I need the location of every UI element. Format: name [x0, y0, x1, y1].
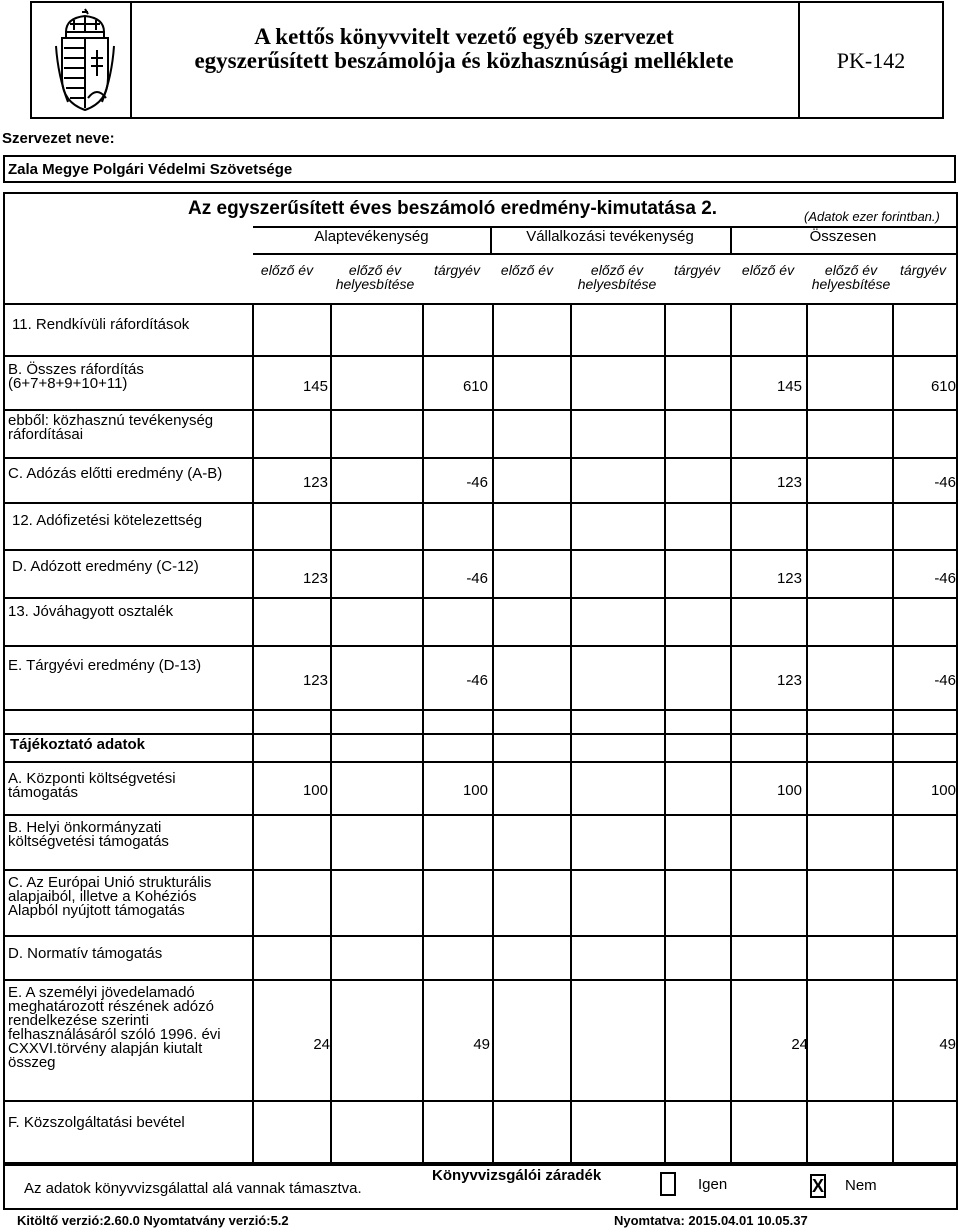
- row-line: [3, 709, 958, 711]
- cell-total-curr[interactable]: -46: [934, 570, 956, 587]
- cell-curr[interactable]: 100: [462, 782, 488, 799]
- row-line: [3, 409, 958, 411]
- col-line: [422, 761, 424, 1164]
- cell-total-curr[interactable]: -46: [934, 672, 956, 689]
- footer-print-date: Nyomtatva: 2015.04.01 10.05.37: [614, 1213, 808, 1228]
- col-line: [730, 761, 732, 1164]
- col-header-corr: előző év: [348, 262, 402, 278]
- row-line: [3, 597, 958, 599]
- org-name-label: Szervezet neve:: [2, 130, 115, 147]
- col-line: [422, 303, 424, 761]
- cell-curr[interactable]: 610: [462, 378, 488, 395]
- col-line: [252, 303, 254, 761]
- cell-total-prev[interactable]: 24: [791, 1036, 808, 1053]
- form-code: PK-142: [836, 48, 906, 73]
- col-header-prev: előző év: [500, 262, 554, 278]
- row-line: [3, 733, 958, 735]
- row-line: [3, 1100, 958, 1102]
- audit-no-checkbox[interactable]: [810, 1174, 826, 1198]
- col-line: [330, 761, 332, 1164]
- col-header-corr: helyesbítése: [577, 276, 657, 292]
- cell-curr[interactable]: 49: [473, 1036, 490, 1053]
- row-label: E. Tárgyévi eredmény (D-13): [8, 657, 202, 674]
- cell-curr[interactable]: -46: [466, 570, 488, 587]
- org-name-value: Zala Megye Polgári Védelmi Szövetsége: [8, 161, 293, 178]
- col-header-corr: helyesbítése: [811, 276, 891, 292]
- cell-total-prev[interactable]: 123: [776, 570, 802, 587]
- col-line: [492, 761, 494, 1164]
- coat-of-arms-logo: [52, 6, 118, 114]
- row-line: [3, 869, 958, 871]
- col-line: [330, 303, 332, 761]
- info-row-label: E. A személyi jövedelamadó meghatározott részének adózó rendelkezése szerinti felhasználásáról szóló 1996. évi CXXVI.törvény alapján kiutalt összeg: [8, 984, 221, 1071]
- form-title-line1: A kettős könyvvitelt vezető egyéb szervezet: [254, 24, 674, 49]
- info-row-label: D. Normatív támogatás: [8, 945, 163, 962]
- col-header-curr: tárgyév: [900, 262, 946, 278]
- check-mark-icon: X: [812, 1176, 825, 1196]
- col-header-corr: helyesbítése: [335, 276, 415, 292]
- audit-yes-checkbox[interactable]: [660, 1172, 676, 1196]
- cell-total-prev[interactable]: 100: [776, 782, 802, 799]
- row-label: ebből: közhasznú tevékenység ráfordításai: [8, 412, 214, 443]
- col-header-curr: tárgyév: [434, 262, 480, 278]
- row-line: [3, 979, 958, 981]
- row-line: [3, 355, 958, 357]
- cell-prev[interactable]: 145: [302, 378, 328, 395]
- cell-total-curr[interactable]: 610: [930, 378, 956, 395]
- row-label: B. Összes ráfordítás (6+7+8+9+10+11): [8, 361, 144, 392]
- row-line: [3, 457, 958, 459]
- footer-versions: Kitöltő verzió:2.60.0 Nyomtatvány verzió:5.2: [17, 1213, 289, 1228]
- info-row-label: A. Központi költségvetési támogatás: [8, 770, 176, 801]
- audit-yes-label: Igen: [698, 1176, 728, 1193]
- unit-note: (Adatok ezer forintban.): [804, 209, 940, 224]
- cell-prev[interactable]: 123: [302, 672, 328, 689]
- cell-prev[interactable]: 123: [302, 474, 328, 491]
- info-section-title: Tájékoztató adatok: [10, 736, 146, 753]
- group-header-line: [253, 253, 958, 255]
- table-title: Az egyszerűsített éves beszámoló eredmény-kimutatása 2.: [188, 198, 718, 219]
- row-line: [3, 761, 958, 763]
- row-line: [3, 935, 958, 937]
- cell-prev[interactable]: 123: [302, 570, 328, 587]
- cell-total-curr[interactable]: 49: [939, 1036, 956, 1053]
- col-line: [730, 303, 732, 761]
- audit-statement: Az adatok könyvvizsgálattal alá vannak támasztva.: [24, 1180, 362, 1197]
- group-header-alap: Alaptevékenység: [314, 228, 429, 245]
- audit-clause-title: Könyvvizsgálói záradék: [432, 1167, 602, 1184]
- row-line: [3, 814, 958, 816]
- col-line: [252, 761, 254, 1164]
- group-header-vallalkozasi: Vállalkozási tevékenység: [526, 228, 694, 245]
- info-row-label: F. Közszolgáltatási bevétel: [8, 1114, 185, 1131]
- row-label: 11. Rendkívüli ráfordítások: [12, 316, 190, 333]
- cell-total-prev[interactable]: 123: [776, 474, 802, 491]
- form-title-line2: egyszerűsített beszámolója és közhasznúsági melléklete: [194, 48, 734, 73]
- col-line: [806, 303, 808, 761]
- cell-total-curr[interactable]: -46: [934, 474, 956, 491]
- col-line: [892, 303, 894, 761]
- col-header-corr: előző év: [590, 262, 644, 278]
- col-header-corr: előző év: [824, 262, 878, 278]
- col-header-prev: előző év: [260, 262, 314, 278]
- row-label: D. Adózott eredmény (C-12): [12, 558, 199, 575]
- row-label: 13. Jóváhagyott osztalék: [8, 603, 174, 620]
- row-line: [3, 502, 958, 504]
- col-header-prev: előző év: [741, 262, 795, 278]
- row-line: [3, 645, 958, 647]
- cell-prev[interactable]: 24: [313, 1036, 330, 1053]
- row-line: [3, 549, 958, 551]
- row-label: 12. Adófizetési kötelezettség: [12, 512, 203, 529]
- info-row-label: C. Az Európai Unió strukturális alapjaiból, illetve a Kohéziós Alapból nyújtott támogatás: [8, 874, 212, 919]
- col-header-curr: tárgyév: [674, 262, 720, 278]
- cell-total-prev[interactable]: 145: [776, 378, 802, 395]
- col-line: [570, 303, 572, 761]
- row-line: [3, 303, 958, 305]
- cell-curr[interactable]: -46: [466, 474, 488, 491]
- row-label: C. Adózás előtti eredmény (A-B): [8, 465, 223, 482]
- group-header-osszesen: Összesen: [809, 228, 877, 245]
- cell-total-curr[interactable]: 100: [930, 782, 956, 799]
- info-row-label: B. Helyi önkormányzati költségvetési támogatás: [8, 819, 169, 850]
- cell-curr[interactable]: -46: [466, 672, 488, 689]
- audit-no-label: Nem: [845, 1177, 877, 1194]
- col-line: [492, 303, 494, 761]
- cell-total-prev[interactable]: 123: [776, 672, 802, 689]
- col-line: [664, 303, 666, 761]
- col-line: [806, 761, 808, 1164]
- col-line: [664, 761, 666, 1164]
- col-line: [892, 761, 894, 1164]
- col-line: [570, 761, 572, 1164]
- cell-prev[interactable]: 100: [302, 782, 328, 799]
